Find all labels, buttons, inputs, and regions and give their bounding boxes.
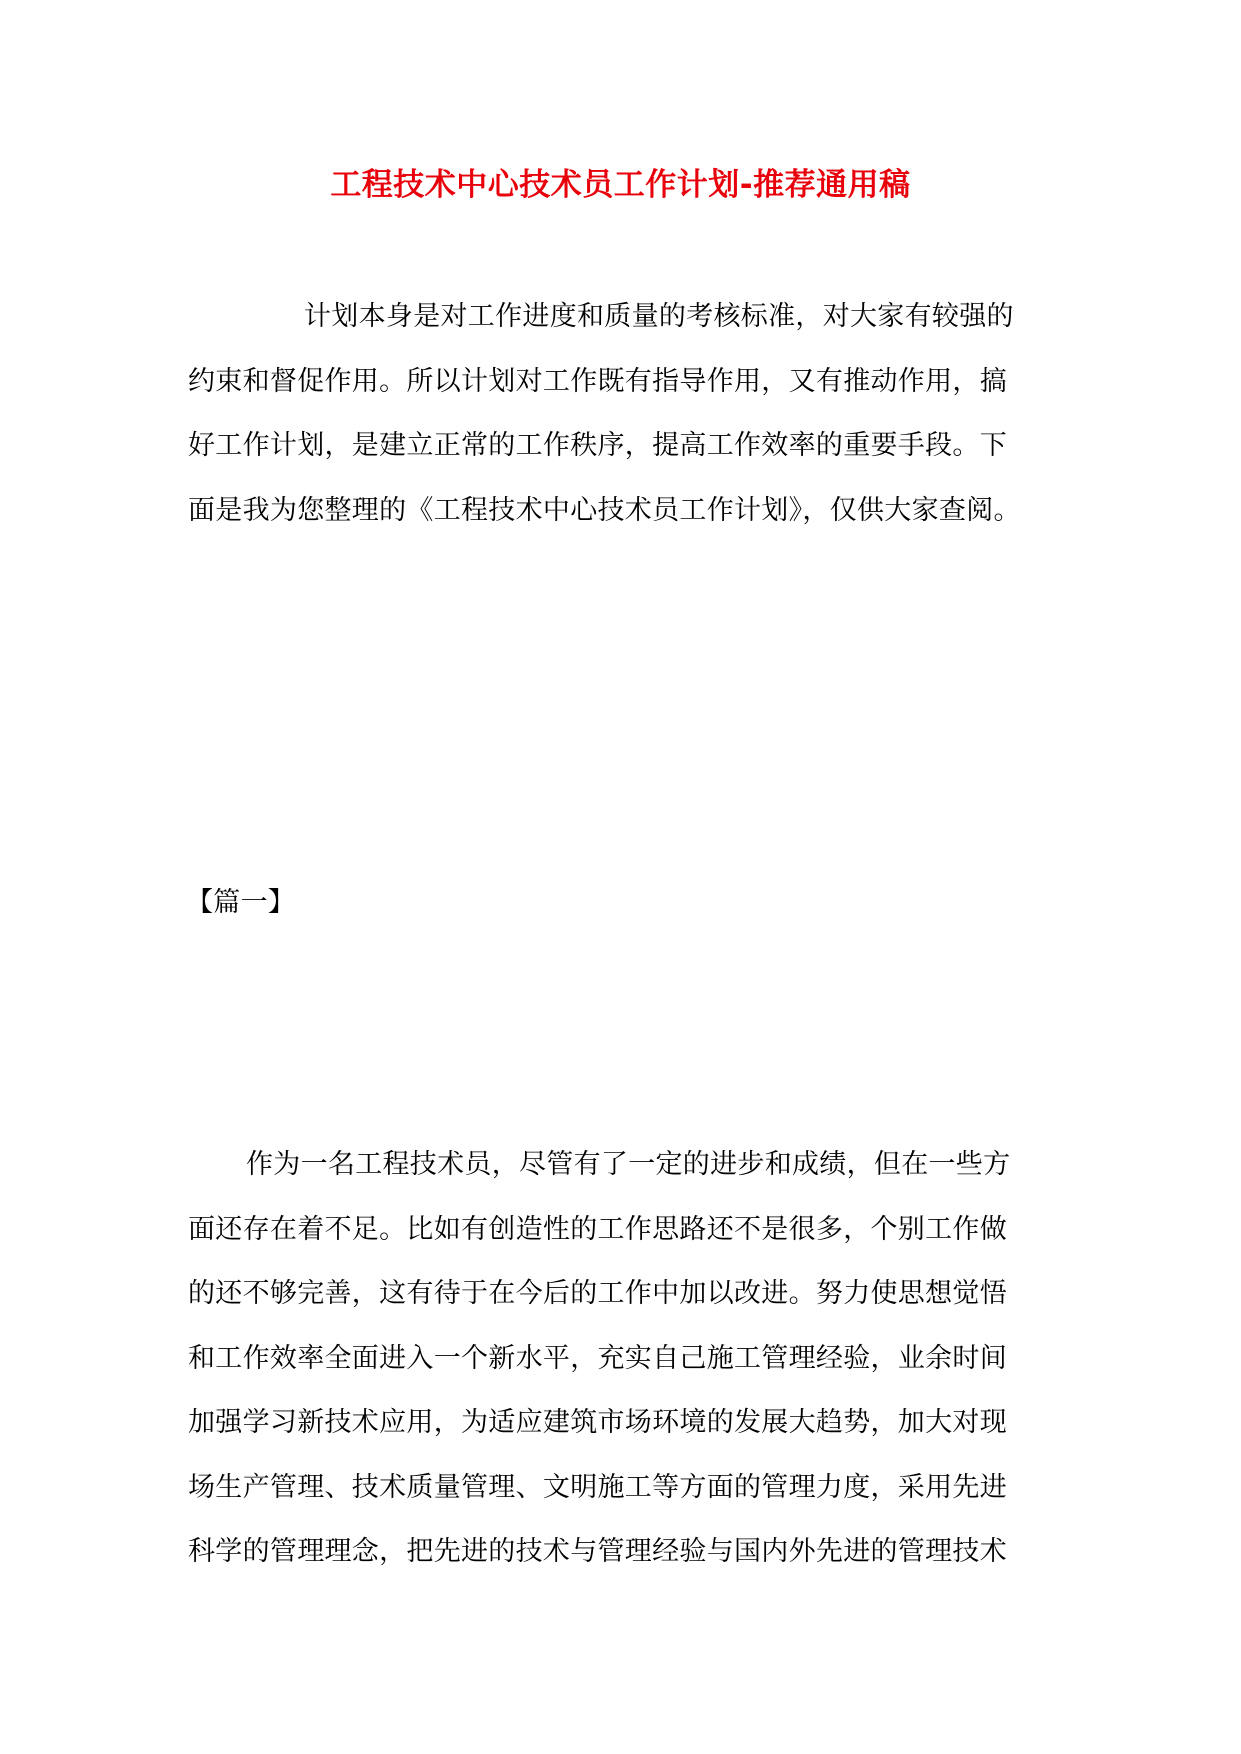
- section-heading: 【篇一】: [186, 887, 296, 918]
- intro-paragraph: [188, 285, 1056, 543]
- intro-line: 计划本身是对工作进度和质量的考核标准，对大家有较强的: [304, 301, 1014, 332]
- body-line: 面还存在着不足。比如有创造性的工作思路还不是很多，个别工作做: [188, 1213, 1007, 1245]
- body-line: 加强学习新技术应用，为适应建筑市场环境的发展大趋势，加大对现: [188, 1407, 1007, 1438]
- document-title: 工程技术中心技术员工作计划-推荐通用稿: [330, 167, 911, 203]
- intro-line: 面是我为您整理的《工程技术中心技术员工作计划》，仅供大家查阅。: [188, 494, 1021, 526]
- body-line: 的还不够完善，这有待于在今后的工作中加以改进。努力使思想觉悟: [188, 1278, 1007, 1309]
- body-line: 科学的管理理念，把先进的技术与管理经验与国内外先进的管理技术: [188, 1536, 1007, 1567]
- intro-line: 好工作计划，是建立正常的工作秩序，提高工作效率的重要手段。下: [188, 430, 1007, 461]
- body-line: 场生产管理、技术质量管理、文明施工等方面的管理力度，采用先进: [188, 1471, 1007, 1503]
- intro-line: 约束和督促作用。所以计划对工作既有指导作用，又有推动作用，搞: [188, 365, 1007, 397]
- body-line: 和工作效率全面进入一个新水平，充实自己施工管理经验，业余时间: [188, 1342, 1007, 1374]
- body-line: 作为一名工程技术员，尽管有了一定的进步和成绩，但在一些方: [246, 1149, 1011, 1180]
- body-paragraph: [188, 1133, 1056, 1585]
